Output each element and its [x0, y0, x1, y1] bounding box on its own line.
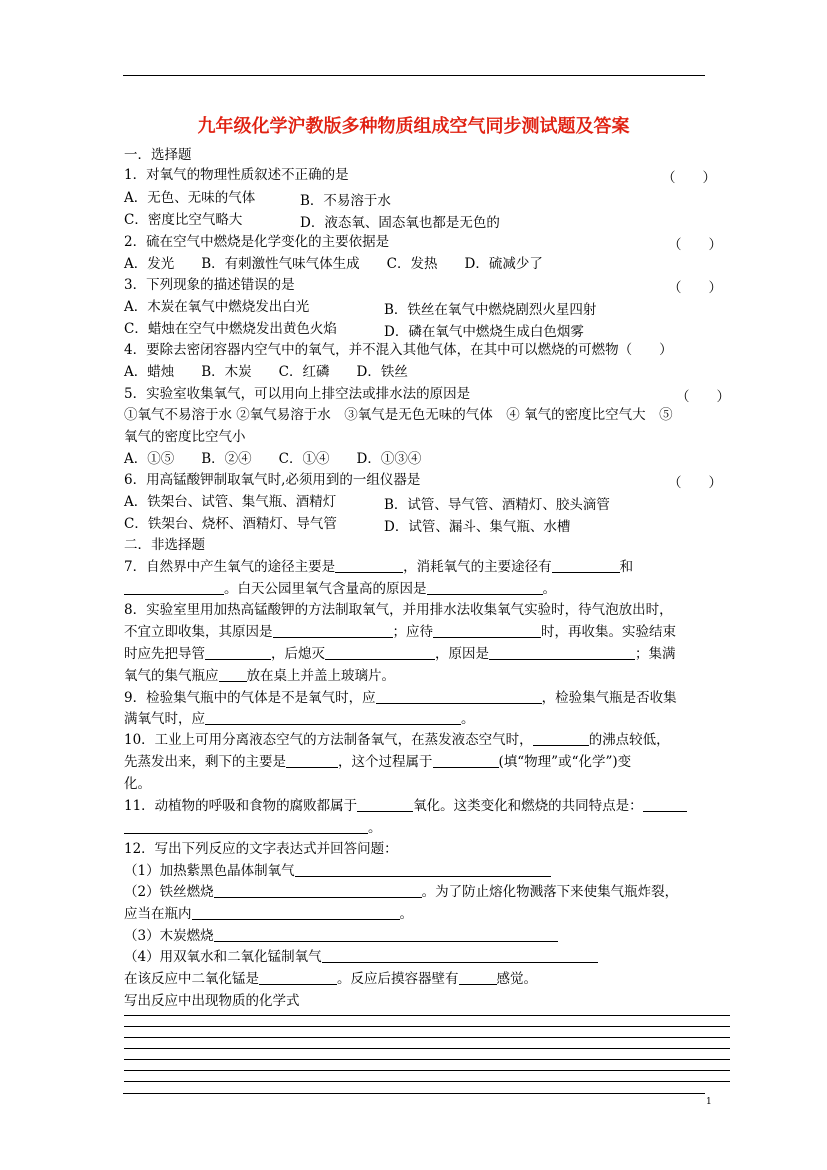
answer-line-7[interactable] — [124, 1081, 730, 1082]
q12-text-s2c: 应当在瓶内 — [124, 906, 192, 922]
q5-answer-bracket: （ ） — [676, 389, 730, 405]
q12-blank-2[interactable] — [214, 884, 422, 898]
page-number: 1 — [706, 1097, 712, 1107]
q12-blank-6[interactable] — [259, 971, 337, 985]
q1-option-a: A．无色、无味的气体 — [124, 190, 256, 206]
q9-text-1: 9．检验集气瓶中的气体是不是氧气时，应 — [124, 690, 376, 706]
q5-stem: 5．实验室收集氧气，可以用向上排空法或排水法的原因是 — [124, 386, 471, 402]
q8-blank-1[interactable] — [273, 624, 393, 638]
q12-text-s2b: 。为了防止熔化物溅落下来使集气瓶炸裂， — [421, 884, 679, 900]
q12-sub-3 — [124, 927, 558, 945]
q12-sub-2 — [124, 883, 678, 901]
q10-line-1 — [124, 731, 670, 749]
q3-stem: 3．下列现象的描述错误的是 — [124, 277, 295, 293]
q8-text-2: 不宜立即收集，其原因是 — [124, 624, 273, 640]
q7-text-3: 和 — [619, 559, 634, 575]
q7-blank-2[interactable] — [552, 559, 620, 573]
q12-text-s2a: （2）铁丝燃烧 — [124, 884, 214, 900]
q8-text-4: 时，再收集。实验结束 — [541, 624, 676, 640]
q7-blank-4[interactable] — [427, 581, 543, 595]
q3-option-a: A．木炭在氧气中燃烧发出白光 — [124, 299, 310, 315]
q12-sub-5 — [124, 970, 537, 988]
q3-option-d: D．磷在氧气中燃烧生成白色烟雾 — [384, 324, 584, 340]
q7-text-4: 。白天公园里氧气含量高的原因是 — [224, 581, 427, 597]
q6-option-d: D．试管、漏斗、集气瓶、水槽 — [384, 519, 571, 535]
q2-options: A．发光 B．有刺激性气味气体生成 C．发热 D．硫减少了 — [124, 256, 543, 272]
q6-option-b: B．试管、导气管、酒精灯、胶头滴管 — [384, 497, 610, 513]
q3-option-b: B．铁丝在氧气中燃烧剧烈火星四射 — [384, 302, 597, 318]
q11-text-2: 氧化。这类变化和燃烧的共同特点是： — [413, 798, 643, 814]
q10-blank-3[interactable] — [433, 754, 499, 768]
q9-text-2: ，检验集气瓶是否收集 — [541, 690, 677, 706]
q8-blank-2[interactable] — [433, 624, 541, 638]
q12-text-s3: （3）木炭燃烧 — [124, 928, 214, 944]
q8-line-1: 8．实验室里用加热高锰酸钾的方法制取氧气，并用排水法收集氧气实验时，待气泡放出时， — [124, 602, 673, 618]
q8-text-9: 氧气的集气瓶应 — [124, 668, 219, 684]
q5-statements: ①氧气不易溶于水 ②氧气易溶于水 ③氧气是无色无味的气体 ④ 氧气的密度比空气大 ⑤ — [124, 407, 673, 423]
q12-text-s4: （4）用双氧水和二氧化锰制氧气 — [124, 949, 322, 965]
q9-text-4: 。 — [461, 711, 475, 727]
q11-line-2 — [124, 819, 382, 837]
q7-blank-1[interactable] — [335, 559, 403, 573]
q9-line-1 — [124, 689, 677, 707]
page-title: 九年级化学沪教版多种物质组成空气同步测试题及答案 — [197, 116, 630, 137]
q8-text-10: 放在桌上并盖上玻璃片。 — [246, 668, 395, 684]
q1-answer-bracket: （ ） — [662, 170, 716, 186]
answer-line-2[interactable] — [124, 1026, 730, 1027]
q7-text-1: 7．自然界中产生氧气的途径主要是 — [124, 559, 336, 575]
q12-text-s5c: 感觉。 — [496, 971, 537, 987]
q9-line-2 — [124, 710, 475, 728]
answer-line-5[interactable] — [124, 1059, 730, 1060]
q9-blank-2[interactable] — [205, 711, 461, 725]
q10-text-4: ，这个过程属于 — [338, 754, 433, 770]
q12-sub-4 — [124, 948, 598, 966]
q8-line-3 — [124, 645, 676, 663]
q12-stem: 12．写出下列反应的文字表达式并回答问题： — [124, 841, 398, 857]
q4-stem: 4．要除去密闭容器内空气中的氧气，并不混入其他气体，在其中可以燃烧的可燃物（ ） — [124, 342, 673, 358]
q6-answer-bracket: （ ） — [668, 475, 722, 491]
q12-sub-1 — [124, 862, 551, 880]
q11-blank-1[interactable] — [357, 798, 413, 812]
q12-blank-7[interactable] — [459, 971, 497, 985]
q10-blank-2[interactable] — [286, 754, 338, 768]
section-heading-nonchoice: 二．非选择题 — [124, 537, 205, 553]
q10-line-2 — [124, 753, 631, 771]
q11-text-3: 。 — [368, 820, 382, 836]
q11-line-1 — [124, 797, 687, 815]
q7-blank-3[interactable] — [124, 581, 224, 595]
q12-text-s5b: 。反应后摸容器壁有 — [337, 971, 459, 987]
q8-line-2 — [124, 623, 676, 641]
q10-text-2: 的沸点较低， — [588, 732, 670, 748]
q8-blank-6[interactable] — [219, 668, 247, 682]
q10-text-3: 先蒸发出来，剩下的主要是 — [124, 754, 286, 770]
q6-option-c: C．铁架台、烧杯、酒精灯、导气管 — [124, 516, 337, 532]
q1-option-d: D．液态氧、固态氧也都是无色的 — [300, 215, 500, 231]
q8-text-8: ；集满 — [635, 646, 676, 662]
q8-text-3: ；应待 — [392, 624, 433, 640]
answer-line-1[interactable] — [124, 1015, 730, 1016]
q7-text-5: 。 — [542, 581, 556, 597]
q9-text-3: 满氧气时，应 — [124, 711, 205, 727]
q1-option-b: B．不易溶于水 — [300, 193, 391, 209]
q4-options: A．蜡烛 B．木炭 C．红磷 D．铁丝 — [124, 364, 408, 380]
q12-blank-1[interactable] — [295, 863, 551, 877]
q8-blank-3[interactable] — [205, 646, 271, 660]
q11-blank-3[interactable] — [124, 820, 368, 834]
q10-line-3: 化。 — [124, 776, 151, 792]
q10-text-1: 10．工业上可用分离液态空气的方法制备氧气，在蒸发液态空气时， — [124, 732, 533, 748]
q12-sub-6: 写出反应中出现物质的化学式 — [124, 993, 300, 1009]
q6-stem: 6．用高锰酸钾制取氧气时,必须用到的一组仪器是 — [124, 472, 421, 488]
q7-line-1 — [124, 558, 633, 576]
q12-blank-4[interactable] — [214, 928, 558, 942]
q8-text-7: ，原因是 — [435, 646, 489, 662]
q1-stem: 1．对氧气的物理性质叙述不正确的是 — [124, 167, 349, 183]
answer-line-3[interactable] — [124, 1037, 730, 1038]
q6-option-a: A．铁架台、试管、集气瓶、酒精灯 — [124, 494, 337, 510]
q2-stem: 2．硫在空气中燃烧是化学变化的主要依据是 — [124, 234, 390, 250]
section-heading-choice: 一．选择题 — [124, 147, 192, 163]
q10-blank-1[interactable] — [533, 732, 589, 746]
q8-line-4 — [124, 667, 395, 685]
q11-text-1: 11．动植物的呼吸和食物的腐败都属于 — [124, 798, 358, 814]
q8-text-6: ，后熄灭 — [271, 646, 325, 662]
q1-option-c: C．密度比空气略大 — [124, 212, 243, 228]
q12-blank-5[interactable] — [322, 949, 598, 963]
q2-answer-bracket: （ ） — [668, 237, 722, 253]
q12-text-s5a: 在该反应中二氧化锰是 — [124, 971, 259, 987]
answer-line-4[interactable] — [124, 1048, 730, 1049]
q7-text-2: ，消耗氧气的主要途径有 — [403, 559, 552, 575]
q12-text-s1: （1）加热紫黑色晶体制氧气 — [124, 863, 295, 879]
header-rule — [123, 75, 705, 76]
q3-answer-bracket: （ ） — [668, 280, 722, 296]
q8-blank-5[interactable] — [489, 646, 635, 660]
q5-options: A．①⑤ B．②④ C．①④ D．①③④ — [124, 451, 422, 467]
q12-sub-2-cont — [124, 905, 413, 923]
q8-text-5: 时应先把导管 — [124, 646, 205, 662]
q12-blank-3[interactable] — [192, 906, 400, 920]
q11-blank-2[interactable] — [643, 798, 687, 812]
q9-blank-1[interactable] — [376, 690, 542, 704]
q10-text-5: (填“物理”或“化学”)变 — [498, 754, 632, 770]
answer-line-6[interactable] — [124, 1070, 730, 1071]
footer-rule — [123, 1093, 705, 1094]
q3-option-c: C．蜡烛在空气中燃烧发出黄色火焰 — [124, 321, 337, 337]
q5-statements-cont: 氧气的密度比空气小 — [124, 429, 246, 445]
q12-text-s2d: 。 — [399, 906, 413, 922]
q8-blank-4[interactable] — [325, 646, 435, 660]
q7-line-2 — [124, 580, 556, 598]
